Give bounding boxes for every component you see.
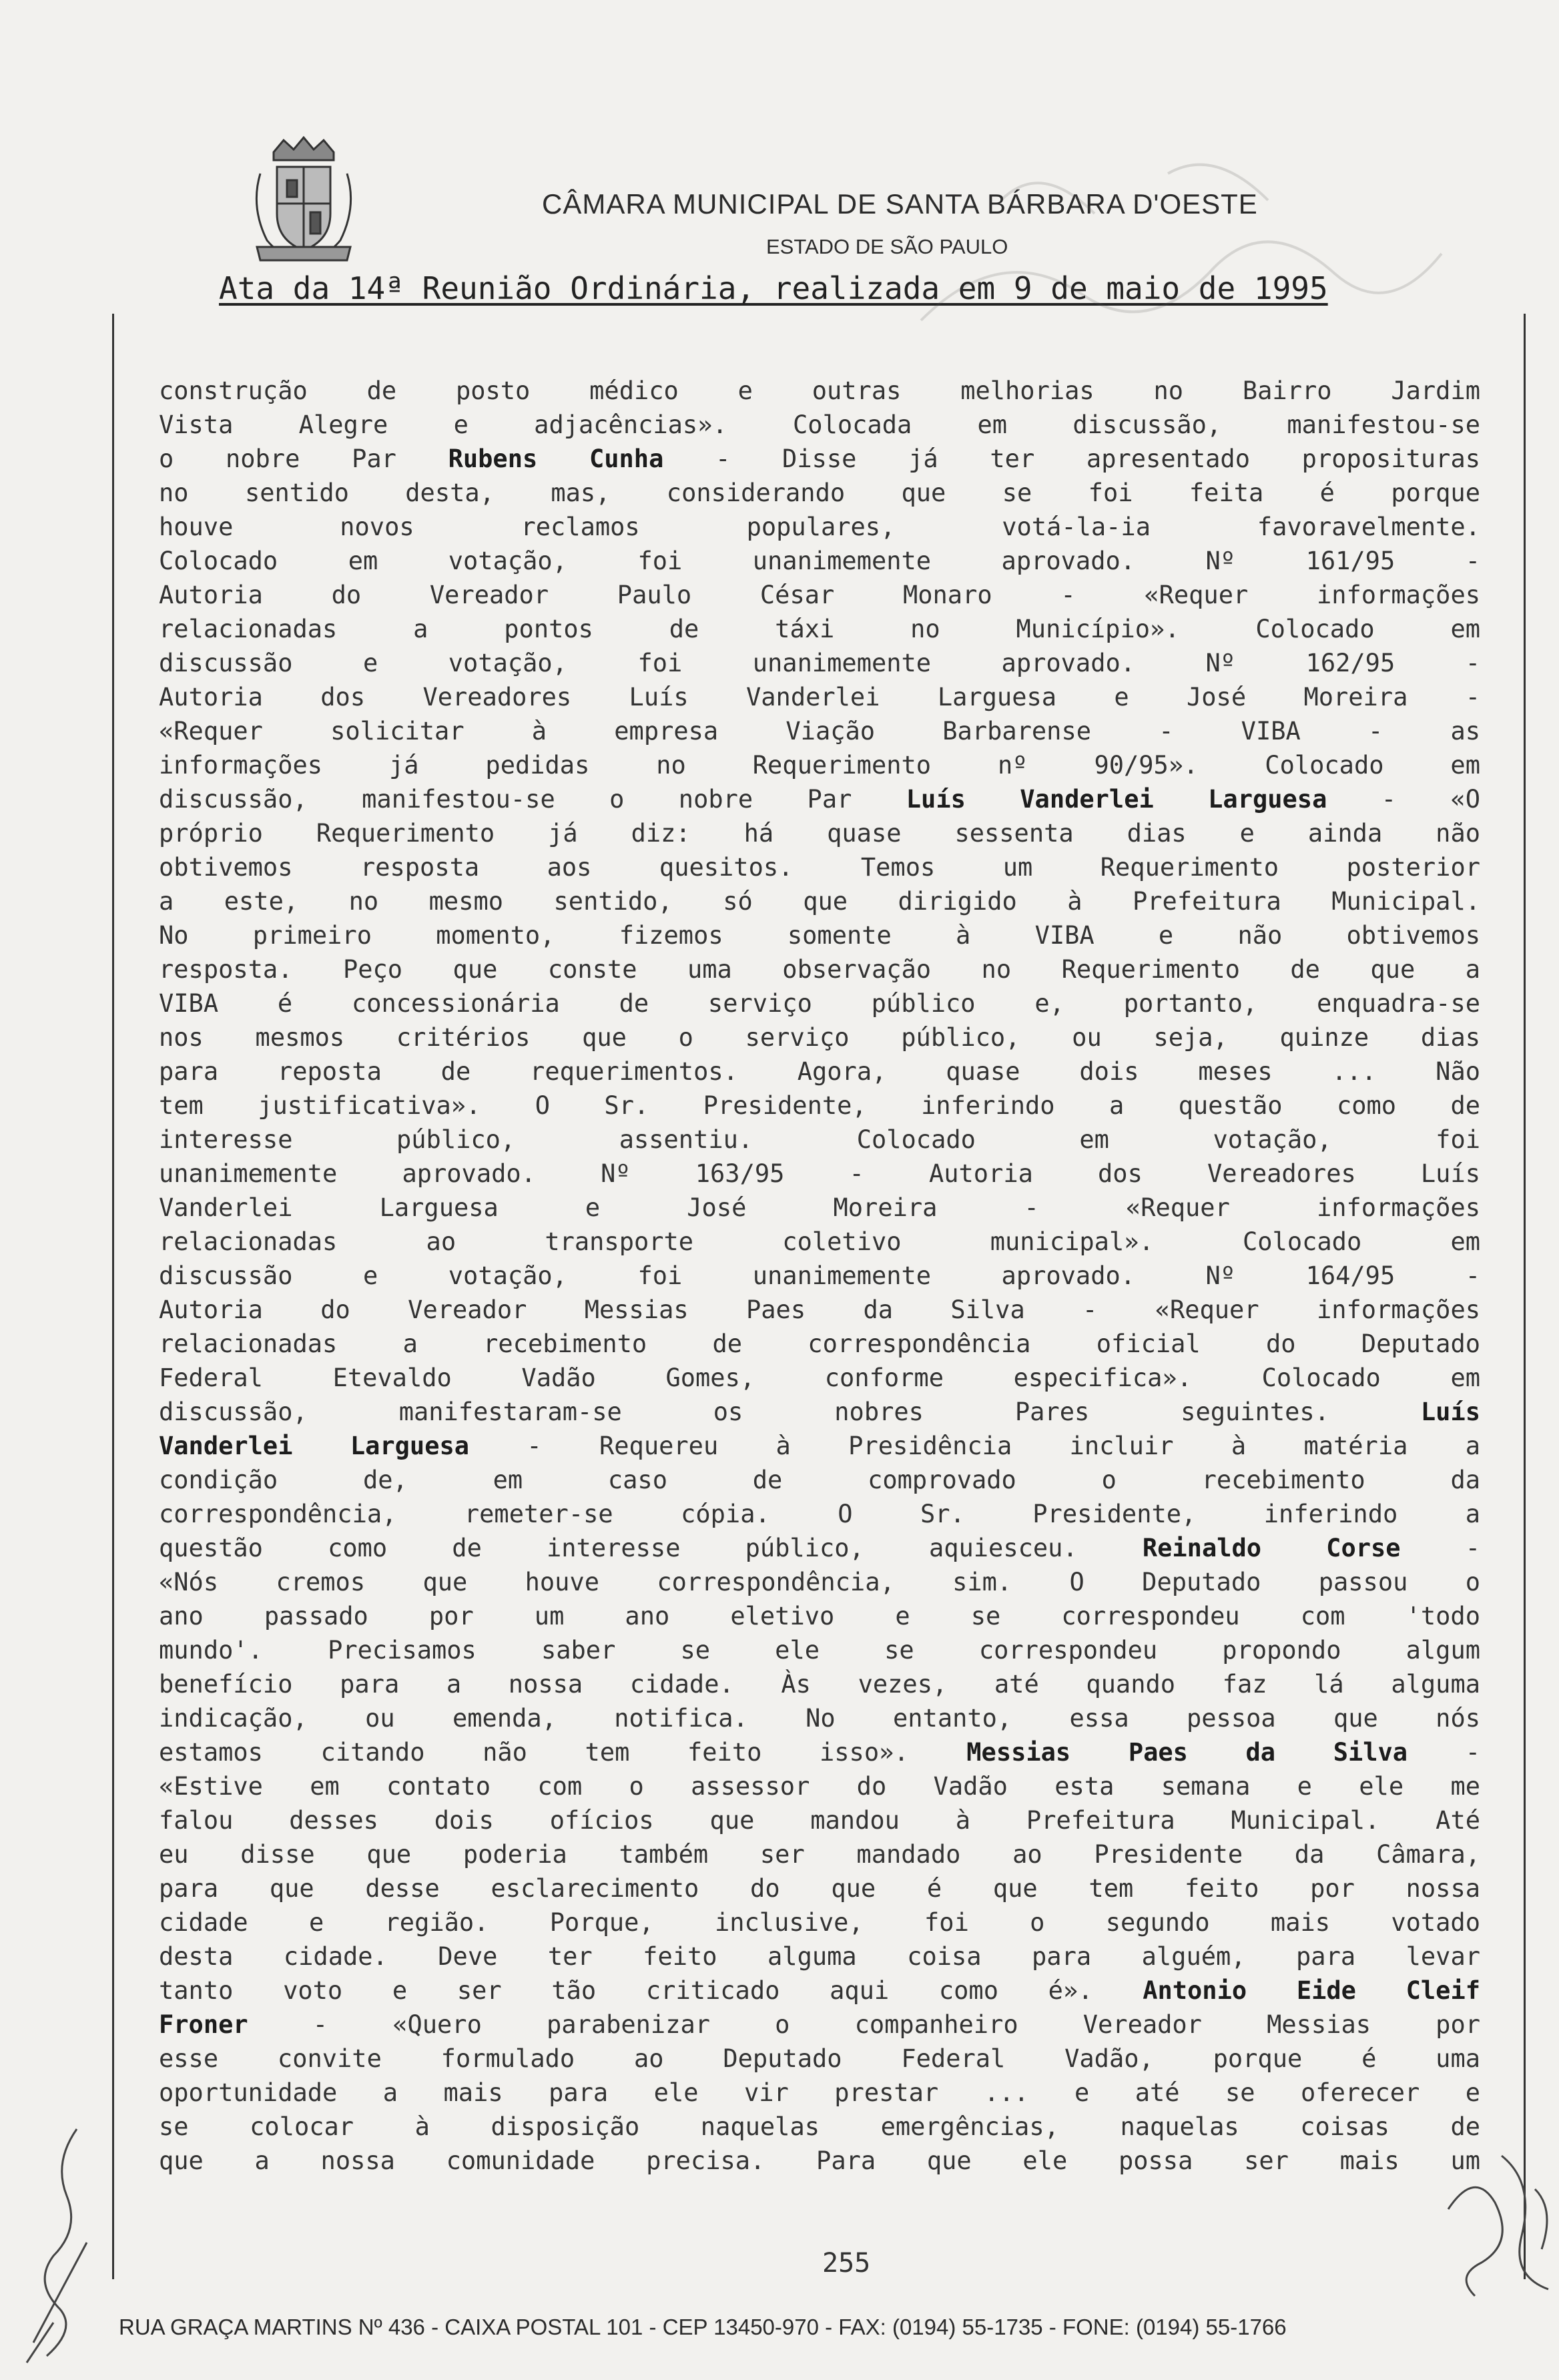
text-line (159, 952, 1480, 986)
text-line (159, 408, 1480, 442)
text-line (159, 1633, 1480, 1667)
text-line (159, 1769, 1480, 1803)
text-line (159, 2042, 1480, 2076)
text-line (159, 476, 1480, 510)
text-line (159, 1701, 1480, 1735)
text-run: - «O (1327, 785, 1480, 814)
speaker-name: Luís (1420, 1398, 1480, 1426)
text-line (159, 1599, 1480, 1633)
text-line (159, 1974, 1480, 2008)
text-line (159, 578, 1480, 612)
text-run: para reposta de requerimentos. Agora, quase dois meses ... Não (159, 1057, 1480, 1086)
text-run: «Requer solicitar à empresa Viação Barbarense - VIBA - as (159, 717, 1480, 746)
text-run: estamos citando não tem feito isso». (159, 1738, 967, 1767)
text-run: resposta. Peço que conste uma observação no Requerimento de que a (159, 955, 1480, 984)
text-run: questão como de interesse público, aquiesceu. (159, 1534, 1143, 1562)
coat-of-arms-icon (247, 133, 360, 267)
text-run: construção de posto médico e outras melhorias no Bairro Jardim (159, 376, 1480, 405)
text-run: Vista Alegre e adjacências». Colocada em discussão, manifestou-se (159, 410, 1480, 439)
text-line (159, 1803, 1480, 1837)
text-line (159, 1293, 1480, 1327)
text-run: unanimemente aprovado. Nº 163/95 - Autoria dos Vereadores Luís (159, 1159, 1480, 1188)
text-run: indicação, ou emenda, notifica. No entanto, essa pessoa que nós (159, 1704, 1480, 1733)
text-line (159, 748, 1480, 782)
text-run: relacionadas a pontos de táxi no Município». Colocado em (159, 615, 1480, 643)
text-line (159, 1905, 1480, 1940)
text-run: No primeiro momento, fizemos somente à VIBA e não obtivemos (159, 921, 1480, 950)
speaker-name: Messias Paes da Silva (966, 1738, 1408, 1767)
text-line (159, 1361, 1480, 1395)
text-line (159, 646, 1480, 680)
text-run: o nobre Par (159, 444, 448, 473)
text-line (159, 1667, 1480, 1701)
text-run: Autoria do Vereador Messias Paes da Silva - «Requer informações (159, 1295, 1480, 1324)
text-line (159, 884, 1480, 918)
text-run: discussão, manifestou-se o nobre Par (159, 785, 906, 814)
text-run: interesse público, assentiu. Colocado em votação, foi (159, 1125, 1480, 1154)
text-line (159, 1497, 1480, 1531)
text-run: Vanderlei Larguesa e José Moreira - «Requer informações (159, 1193, 1480, 1222)
text-run: - (1400, 1534, 1480, 1562)
text-run: relacionadas ao transporte coletivo municipal». Colocado em (159, 1227, 1480, 1256)
text-line (159, 1055, 1480, 1089)
text-line (159, 2144, 1480, 2178)
minutes-title: Ata da 14ª Reunião Ordinária, realizada em 9 de maio de 1995 (219, 270, 1328, 306)
text-run: eu disse que poderia também ser mandado ao Presidente da Câmara, (159, 1840, 1480, 1869)
text-run: a este, no mesmo sentido, só que dirigido à Prefeitura Municipal. (159, 887, 1480, 916)
text-run: para que desse esclarecimento do que é que tem feito por nossa (159, 1874, 1480, 1903)
text-run: discussão e votação, foi unanimemente aprovado. Nº 162/95 - (159, 649, 1480, 677)
text-run: - Requereu à Presidência incluir à matéria a (469, 1432, 1480, 1460)
text-line (159, 1940, 1480, 1974)
text-line (159, 612, 1480, 646)
text-line (159, 1837, 1480, 1871)
text-line (159, 680, 1480, 714)
text-line (159, 1395, 1480, 1429)
text-line (159, 1871, 1480, 1905)
state-name: ESTADO DE SÃO PAULO (766, 235, 1008, 258)
page-number: 255 (822, 2248, 871, 2279)
text-line (159, 1565, 1480, 1599)
speaker-name: Luís Vanderlei Larguesa (906, 785, 1327, 814)
text-run: tanto voto e ser tão criticado aqui como é». (159, 1976, 1143, 2005)
text-line (159, 2076, 1480, 2110)
speaker-name: Rubens Cunha (448, 444, 664, 473)
text-line (159, 986, 1480, 1020)
text-run: tem justificativa». O Sr. Presidente, inferindo a questão como de (159, 1091, 1480, 1120)
text-run: que a nossa comunidade precisa. Para que ele possa ser mais um (159, 2146, 1480, 2175)
speaker-name: Froner (159, 2010, 248, 2039)
text-line (159, 2008, 1480, 2042)
text-run: mundo'. Precisamos saber se ele se correspondeu propondo algum (159, 1636, 1480, 1665)
speaker-name: Antonio Eide Cleif (1143, 1976, 1480, 2005)
text-line (159, 1089, 1480, 1123)
text-run: ano passado por um ano eletivo e se correspondeu com 'todo (159, 1602, 1480, 1630)
text-run: nos mesmos critérios que o serviço público, ou seja, quinze dias (159, 1023, 1480, 1052)
text-line (159, 510, 1480, 544)
text-line (159, 442, 1480, 476)
text-run: «Estive em contato com o assessor do Vadão esta semana e ele me (159, 1772, 1480, 1801)
text-line (159, 544, 1480, 578)
text-line (159, 918, 1480, 952)
text-line (159, 714, 1480, 748)
text-line (159, 1191, 1480, 1225)
text-run: Federal Etevaldo Vadão Gomes, conforme especifica». Colocado em (159, 1364, 1480, 1392)
text-run: VIBA é concessionária de serviço público e, portanto, enquadra-se (159, 989, 1480, 1018)
text-run: informações já pedidas no Requerimento nº 90/95». Colocado em (159, 751, 1480, 780)
text-run: obtivemos resposta aos quesitos. Temos um Requerimento posterior (159, 853, 1480, 882)
text-run: Autoria do Vereador Paulo César Monaro - «Requer informações (159, 581, 1480, 609)
text-run: «Nós cremos que houve correspondência, sim. O Deputado passou o (159, 1568, 1480, 1596)
text-line (159, 1225, 1480, 1259)
text-run: falou desses dois ofícios que mandou à Prefeitura Municipal. Até (159, 1806, 1480, 1835)
text-line (159, 1020, 1480, 1055)
text-line (159, 782, 1480, 816)
text-run: benefício para a nossa cidade. Às vezes, até quando faz lá alguma (159, 1670, 1480, 1699)
bleed-through-signature (868, 120, 1468, 400)
text-run: próprio Requerimento já diz: há quase sessenta dias e ainda não (159, 819, 1480, 848)
text-run: - Disse já ter apresentado proposituras (663, 444, 1480, 473)
text-run: houve novos reclamos populares, votá-la-ia favoravelmente. (159, 513, 1480, 541)
text-run: relacionadas a recebimento de correspondência oficial do Deputado (159, 1329, 1480, 1358)
text-run: discussão e votação, foi unanimemente aprovado. Nº 164/95 - (159, 1261, 1480, 1290)
text-line (159, 850, 1480, 884)
institution-name: CÂMARA MUNICIPAL DE SANTA BÁRBARA D'OESTE (542, 188, 1258, 220)
frame-left-rule (112, 314, 114, 2279)
text-line (159, 1531, 1480, 1565)
handwritten-initials-right (1435, 2129, 1559, 2303)
text-line (159, 1327, 1480, 1361)
text-line (159, 1463, 1480, 1497)
footer-address: RUA GRAÇA MARTINS Nº 436 - CAIXA POSTAL 101 - CEP 13450-970 - FAX: (0194) 55-1735 - FONE: (0194) 55-1766 (119, 2315, 1287, 2339)
text-run: esse convite formulado ao Deputado Federal Vadão, porque é uma (159, 2044, 1480, 2073)
text-run: cidade e região. Porque, inclusive, foi o segundo mais votado (159, 1908, 1480, 1937)
speaker-name: Reinaldo Corse (1142, 1534, 1401, 1562)
text-line (159, 1259, 1480, 1293)
text-run: - «Quero parabenizar o companheiro Vereador Messias por (248, 2010, 1480, 2039)
text-run: no sentido desta, mas, considerando que se foi feita é porque (159, 479, 1480, 507)
text-line (159, 1735, 1480, 1769)
text-run: - (1408, 1738, 1480, 1767)
text-run: correspondência, remeter-se cópia. O Sr. Presidente, inferindo a (159, 1500, 1480, 1528)
frame-right-rule (1524, 314, 1526, 2279)
text-run: se colocar à disposição naquelas emergências, naquelas coisas de (159, 2112, 1480, 2141)
text-run: Colocado em votação, foi unanimemente aprovado. Nº 161/95 - (159, 547, 1480, 575)
text-run: desta cidade. Deve ter feito alguma coisa para alguém, para levar (159, 1942, 1480, 1971)
text-line (159, 2110, 1480, 2144)
text-line (159, 1429, 1480, 1463)
minutes-body (159, 374, 1480, 2178)
text-run: Autoria dos Vereadores Luís Vanderlei Larguesa e José Moreira - (159, 683, 1480, 711)
text-run: discussão, manifestaram-se os nobres Pares seguintes. (159, 1398, 1421, 1426)
speaker-name: Vanderlei Larguesa (159, 1432, 470, 1460)
text-line (159, 1123, 1480, 1157)
text-run: oportunidade a mais para ele vir prestar ... e até se oferecer e (159, 2078, 1480, 2107)
text-line (159, 816, 1480, 850)
text-line (159, 1157, 1480, 1191)
text-run: condição de, em caso de comprovado o recebimento da (159, 1466, 1480, 1494)
handwritten-initials-left (13, 2122, 93, 2369)
